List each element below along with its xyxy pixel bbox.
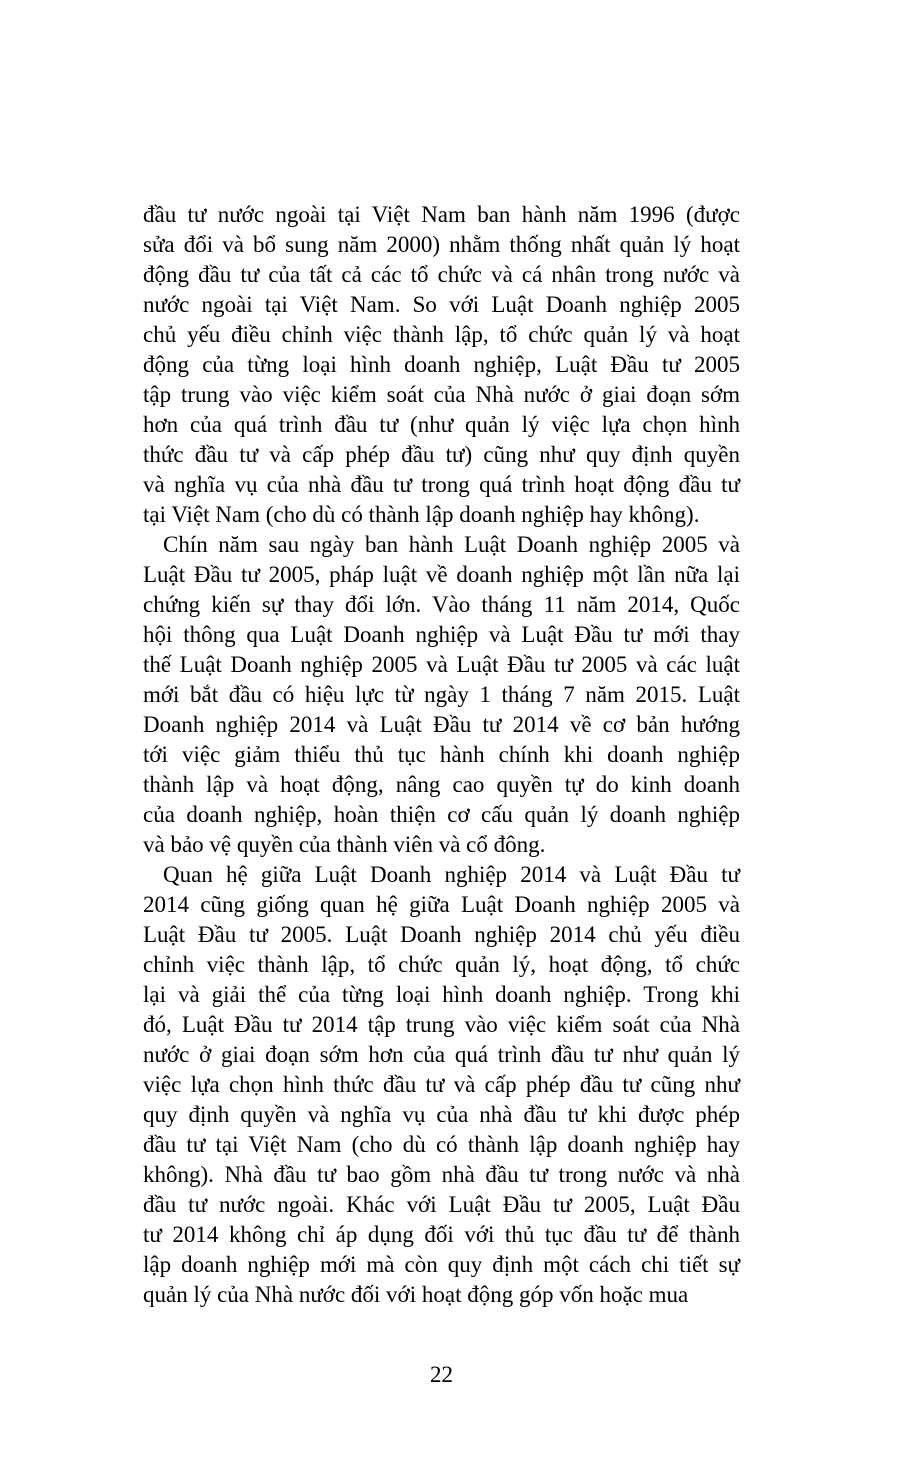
text-line: Luật Đầu tư 2005, pháp luật về doanh nghiệp một lần nữa lại xyxy=(143,562,740,587)
text-line: đầu tư nước ngoài. Khác với Luật Đầu tư 2005, Luật Đầu xyxy=(143,1192,740,1217)
text-line: tới việc giảm thiểu thủ tục hành chính khi doanh nghiệp xyxy=(143,742,740,767)
text-line: hội thông qua Luật Doanh nghiệp và Luật Đầu tư mới thay xyxy=(143,622,740,647)
text-line: Chín năm sau ngày ban hành Luật Doanh nghiệp 2005 và xyxy=(163,532,740,557)
text-line: lại và giải thể của từng loại hình doanh nghiệp. Trong khi xyxy=(143,982,740,1007)
text-line: đầu tư tại Việt Nam (cho dù có thành lập doanh nghiệp hay xyxy=(143,1132,740,1157)
text-line: và nghĩa vụ của nhà đầu tư trong quá trình hoạt động đầu tư xyxy=(143,472,740,497)
text-line: chứng kiến sự thay đổi lớn. Vào tháng 11 năm 2014, Quốc xyxy=(143,592,740,617)
text-line: tư 2014 không chỉ áp dụng đối với thủ tục đầu tư để thành xyxy=(143,1222,740,1247)
text-line: chỉnh việc thành lập, tổ chức quản lý, hoạt động, tổ chức xyxy=(143,952,740,977)
text-line: quản lý của Nhà nước đối với hoạt động góp vốn hoặc mua xyxy=(143,1282,689,1307)
text-line: thế Luật Doanh nghiệp 2005 và Luật Đầu tư 2005 và các luật xyxy=(143,652,740,677)
text-line: quy định quyền và nghĩa vụ của nhà đầu tư khi được phép xyxy=(143,1102,740,1127)
body-text xyxy=(143,200,740,1310)
text-line: đầu tư nước ngoài tại Việt Nam ban hành năm 1996 (được xyxy=(143,202,740,227)
text-line: đó, Luật Đầu tư 2014 tập trung vào việc kiểm soát của Nhà xyxy=(143,1012,740,1037)
text-line: Luật Đầu tư 2005. Luật Doanh nghiệp 2014 chủ yếu điều xyxy=(143,922,740,947)
text-line: sửa đổi và bổ sung năm 2000) nhằm thống nhất quản lý hoạt xyxy=(143,232,740,257)
text-line: không). Nhà đầu tư bao gồm nhà đầu tư trong nước và nhà xyxy=(143,1162,740,1187)
text-line: Quan hệ giữa Luật Doanh nghiệp 2014 và Luật Đầu tư xyxy=(163,862,740,887)
text-line: và bảo vệ quyền của thành viên và cổ đông. xyxy=(143,832,546,857)
text-line: nước ở giai đoạn sớm hơn của quá trình đầu tư như quản lý xyxy=(143,1042,740,1067)
text-line: tập trung vào việc kiểm soát của Nhà nước ở giai đoạn sớm xyxy=(143,382,740,407)
text-line: Doanh nghiệp 2014 và Luật Đầu tư 2014 về cơ bản hướng xyxy=(143,712,740,737)
text-line: thành lập và hoạt động, nâng cao quyền tự do kinh doanh xyxy=(143,772,740,797)
text-line: mới bắt đầu có hiệu lực từ ngày 1 tháng 7 năm 2015. Luật xyxy=(143,682,740,707)
text-line: chủ yếu điều chỉnh việc thành lập, tổ chức quản lý và hoạt xyxy=(143,322,740,347)
text-line: nước ngoài tại Việt Nam. So với Luật Doanh nghiệp 2005 xyxy=(143,292,740,317)
text-line: động của từng loại hình doanh nghiệp, Luật Đầu tư 2005 xyxy=(143,352,740,377)
text-line: 2014 cũng giống quan hệ giữa Luật Doanh nghiệp 2005 và xyxy=(143,892,740,917)
text-line: việc lựa chọn hình thức đầu tư và cấp phép đầu tư cũng như xyxy=(143,1072,740,1097)
text-line: lập doanh nghiệp mới mà còn quy định một cách chi tiết sự xyxy=(143,1252,740,1277)
text-line: thức đầu tư và cấp phép đầu tư) cũng như quy định quyền xyxy=(143,442,740,467)
text-line: động đầu tư của tất cả các tổ chức và cá nhân trong nước và xyxy=(143,262,740,287)
text-line: tại Việt Nam (cho dù có thành lập doanh nghiệp hay không). xyxy=(143,502,700,527)
text-line: của doanh nghiệp, hoàn thiện cơ cấu quản lý doanh nghiệp xyxy=(143,802,740,827)
page-number: 22 xyxy=(430,1362,453,1387)
text-line: hơn của quá trình đầu tư (như quản lý việc lựa chọn hình xyxy=(143,412,740,437)
